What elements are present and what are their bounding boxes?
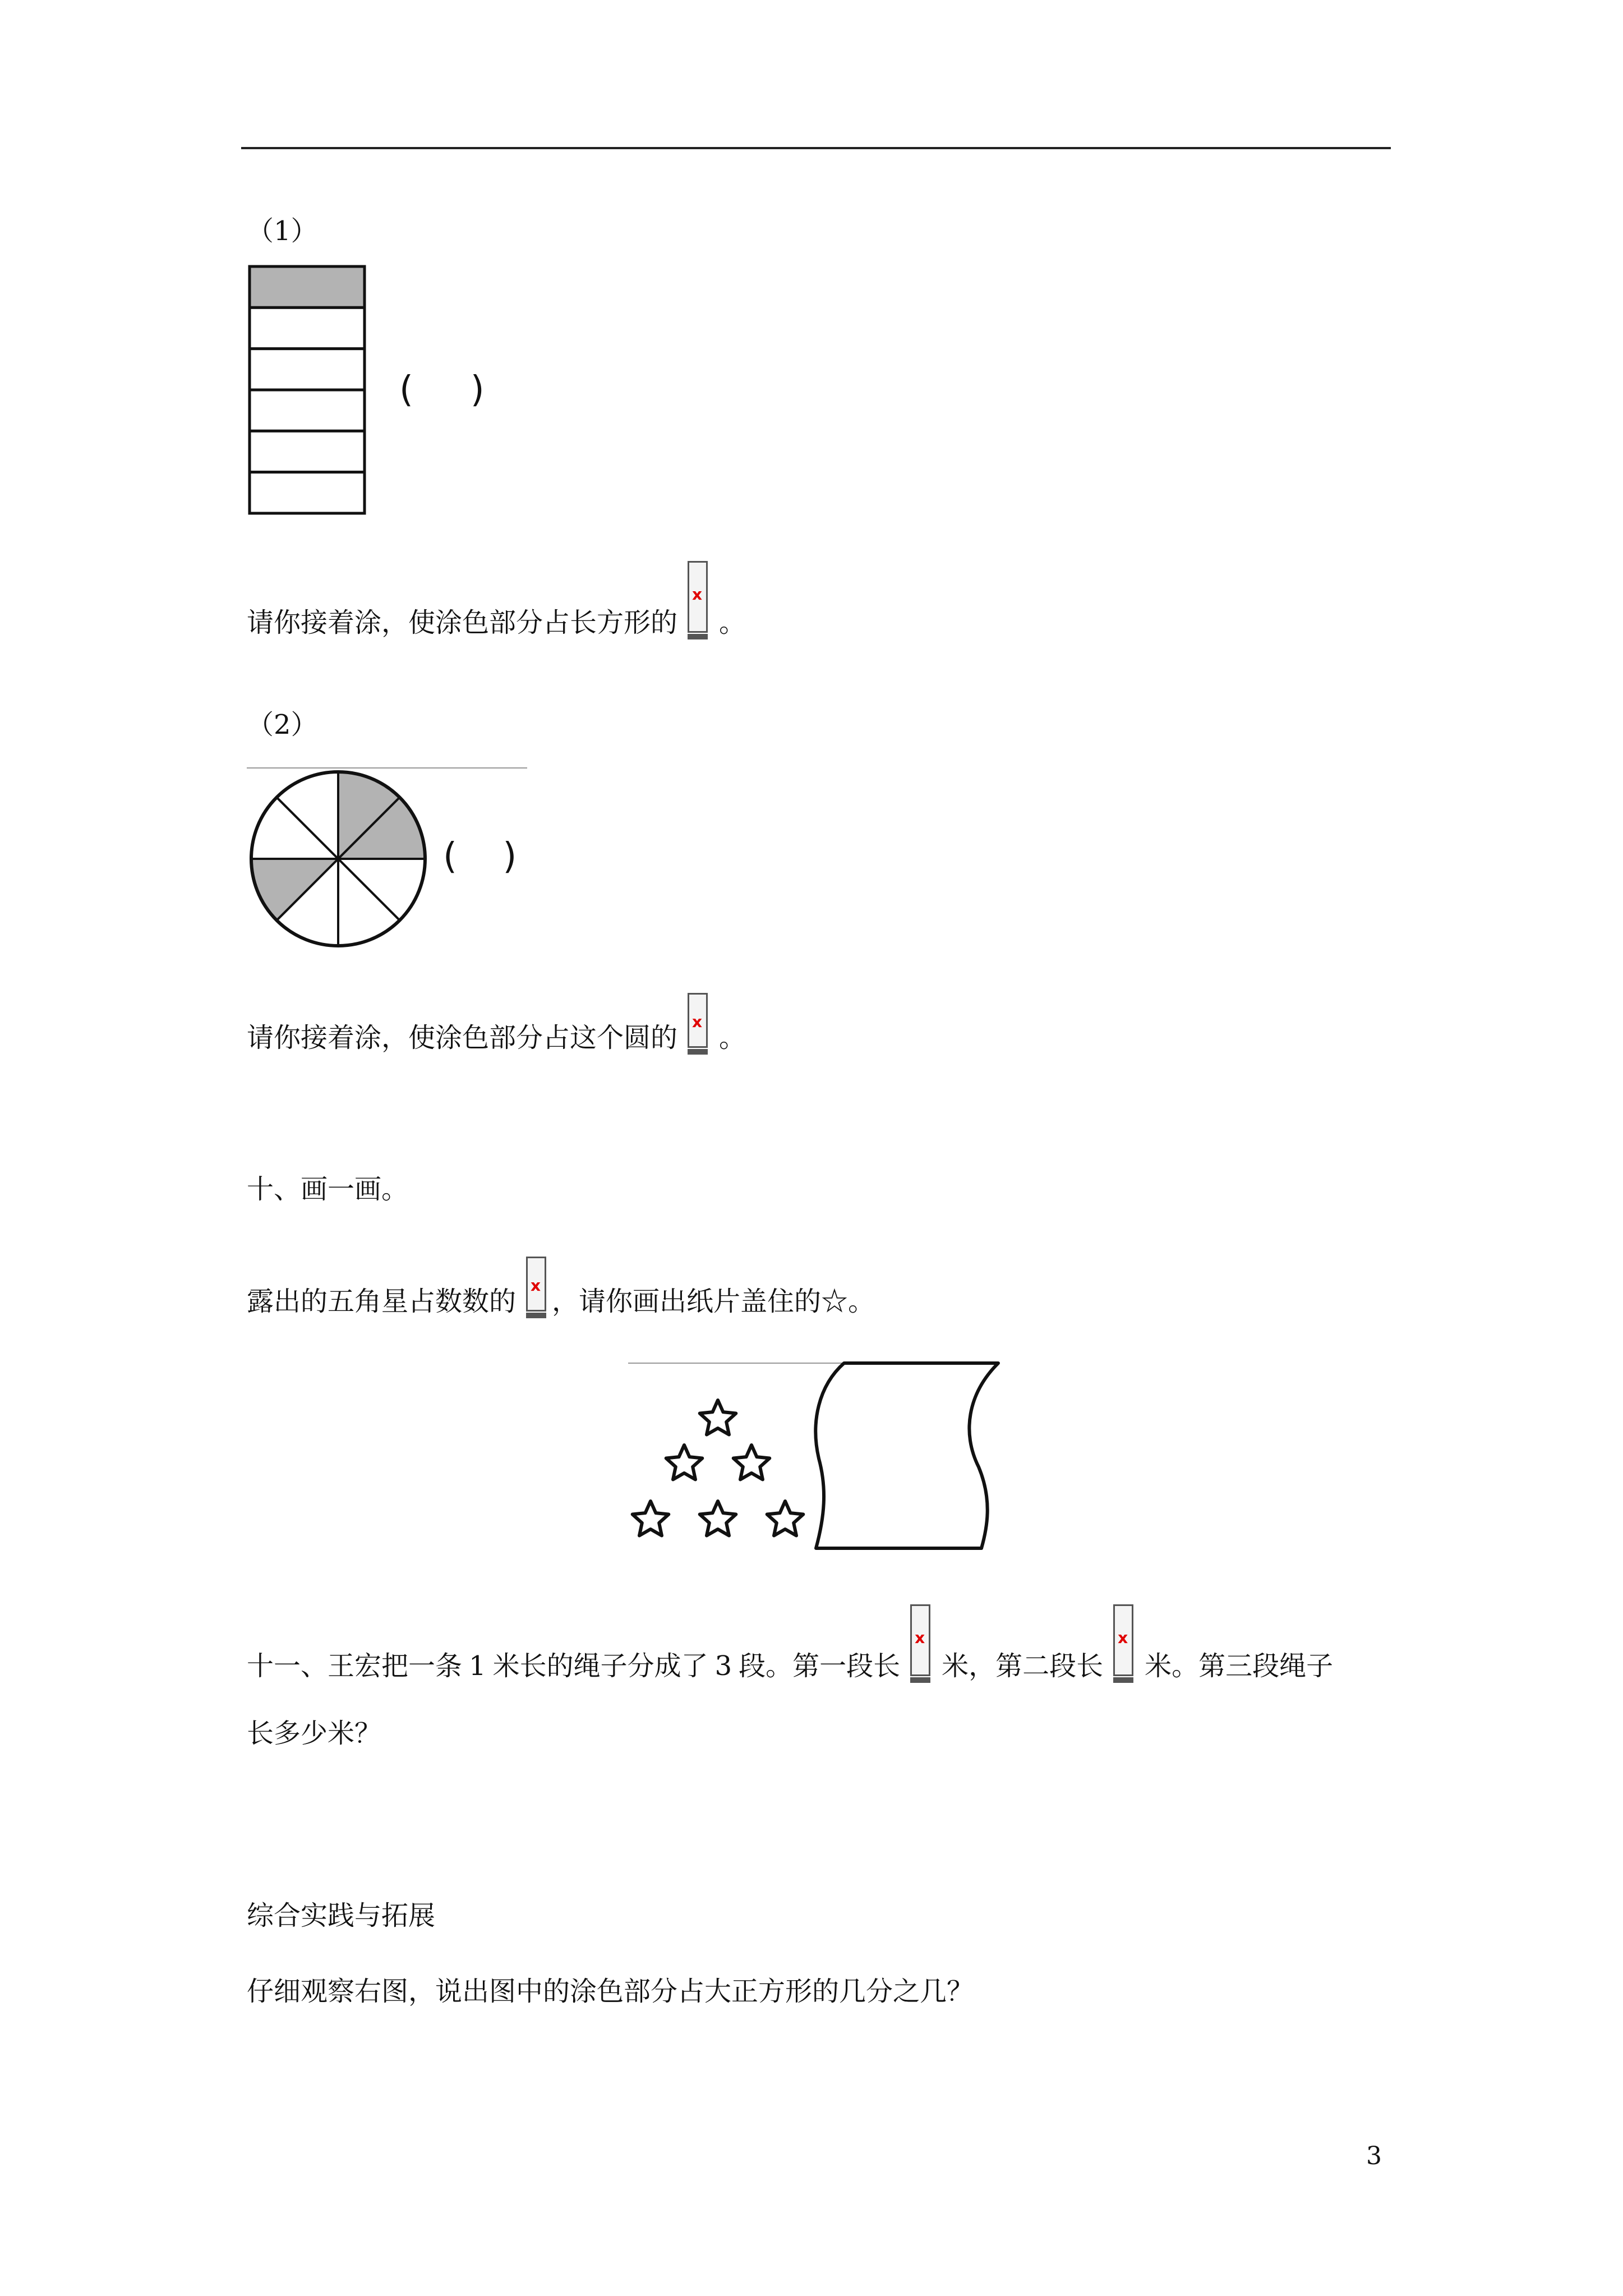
q1-instruction-text: 请你接着涂，使涂色部分占长方形的 (247, 607, 678, 638)
q1-answer-parentheses: ( ) (399, 369, 485, 411)
broken-image-bar (910, 1677, 930, 1683)
q2-label: （2） (247, 709, 318, 740)
star-icon (700, 1400, 736, 1435)
section10-text-a: 露出的五角星占数数的 (247, 1286, 517, 1317)
rect-part (250, 307, 365, 348)
stars-and-paper-figure (623, 1360, 1015, 1557)
section11-num2: 3 (714, 1650, 732, 1682)
q2-instruction-text: 请你接着涂，使涂色部分占这个圆的 (247, 1022, 678, 1053)
section10-text (247, 1257, 875, 1318)
section11-missing-fraction-2 (1111, 1604, 1137, 1683)
q2-missing-fraction-image (685, 993, 711, 1055)
section11-text-c: 段。第一段长 (739, 1650, 901, 1682)
broken-image-bar (1113, 1677, 1133, 1683)
section11-text-a: 十一、王宏把一条 (247, 1650, 463, 1682)
q1-instruction-end: 。 (719, 607, 746, 638)
star-icon (734, 1445, 770, 1480)
broken-image-icon: x (1118, 1628, 1128, 1647)
star-icon (767, 1501, 804, 1536)
q1-label: （1） (247, 215, 318, 247)
header-rule (241, 147, 1391, 149)
extension-text: 仔细观察右图，说出图中的涂色部分占大正方形的几分之几？ (247, 1976, 974, 2007)
section11-line1 (247, 1604, 1333, 1683)
star-icon (700, 1501, 736, 1536)
rect-part (250, 390, 365, 431)
section11-text-b: 米长的绳子分成了 (492, 1650, 708, 1682)
page-number: 3 (1366, 2142, 1382, 2170)
q1-rectangle-figure (247, 264, 370, 516)
section11-num1: 1 (469, 1650, 486, 1682)
broken-image-bar (688, 1049, 708, 1055)
section11-text-e: 米。第三段绳子 (1145, 1650, 1334, 1682)
q2-circle (251, 772, 425, 946)
q2-instruction-end: 。 (719, 1022, 746, 1053)
broken-image-icon: x (692, 585, 703, 604)
extension-title: 综合实践与拓展 (247, 1900, 436, 1931)
rect-part (250, 431, 365, 472)
section11-missing-fraction-1 (908, 1604, 934, 1683)
q2-instruction (247, 993, 746, 1055)
visible-stars (633, 1400, 804, 1536)
section10-missing-fraction-image (524, 1257, 550, 1318)
paper-sheet (815, 1363, 998, 1548)
q1-instruction (247, 561, 746, 639)
section10-text-b: ，请你画出纸片盖住的☆。 (552, 1286, 875, 1317)
q1-rectangle (250, 266, 365, 513)
broken-image-icon: x (531, 1276, 541, 1295)
q2-circle-figure (246, 766, 431, 951)
rect-part (250, 349, 365, 390)
broken-image-icon: x (915, 1628, 925, 1647)
rect-part (250, 472, 365, 513)
section11-line2: 长多少米？ (247, 1718, 382, 1749)
broken-image-bar (526, 1313, 546, 1318)
section11-text-d: 米，第二段长 (942, 1650, 1104, 1682)
broken-image-icon: x (692, 1013, 703, 1031)
star-icon (666, 1445, 703, 1480)
section10-title: 十、画一画。 (247, 1174, 409, 1205)
rect-part (250, 266, 365, 307)
star-icon (633, 1501, 669, 1536)
q1-missing-fraction-image (685, 561, 711, 639)
q2-answer-parentheses: ( ) (443, 836, 517, 877)
broken-image-bar (688, 634, 708, 639)
